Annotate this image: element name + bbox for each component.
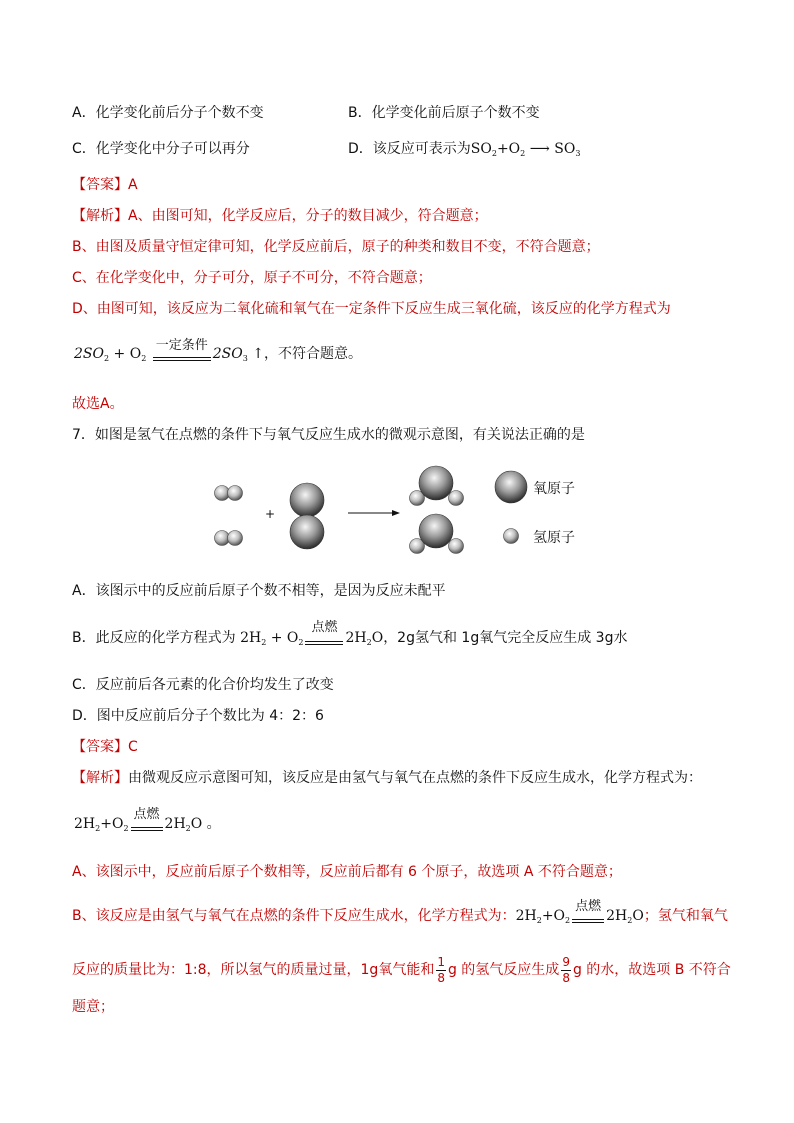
q7-analysis-tag: 【解析】 [72,770,128,786]
q7-option-d: D．图中反应前后分子个数比为 4：2：6 [72,708,324,724]
q6-equation-tail: ，不符合题意。 [264,346,362,362]
q7-frac-9-8 [561,955,571,986]
q7-analysis-b2-b: g 的氢气反应生成 [447,962,560,978]
q7-analysis-b2 [72,952,731,988]
q6-option-d-formula: $SO_2+O_2$ ⟶ $SO_3$ [470,141,581,158]
q7-option-b-left: $2H_2 + O_2$ [240,630,304,647]
q7-option-b-right: $2H_2O$ [345,630,384,647]
q7-analysis-b1 [72,899,728,931]
q7-eq-left: $2H_2+O_2$ [74,816,129,833]
q6-analysis-b: B、由图及质量守恒定律可知，化学反应前后，原子的种类和数目不变，不符合题意； [72,239,600,255]
q7-option-b-suffix: ，2g氢气和 1g氧气完全反应生成 3g水 [383,630,628,646]
q7-analysis-b1-arrow [570,899,606,931]
q6-equation-arrow [151,338,213,369]
q7-analysis-b3: 题意； [72,999,114,1015]
q7-option-b-arrow [303,620,345,653]
reaction-diagram [200,462,600,562]
legend-hydrogen-label: 氢原子 [533,530,575,546]
q7-answer-tag: 【答案】 [72,739,128,755]
q7-diagram [200,462,600,562]
q7-option-b-condition: 点燃 [311,620,338,635]
q7-option-b [72,620,628,653]
q7-analysis-b1-left: $2H_2+O_2$ [515,908,571,925]
q6-equation [74,338,362,369]
q7-analysis-intro [72,768,702,788]
q6-analysis-a [72,206,488,226]
frac2-den: 8 [562,970,570,985]
q7-answer-value: C [128,739,138,755]
hydrogen-molecule-2 [215,531,243,546]
q6-option-a: A．化学变化前后分子个数不变 [72,105,264,121]
water-molecule-2 [410,514,464,554]
q7-option-a: A．该图示中的反应前后原子个数不相等，是因为反应未配平 [72,583,446,599]
q7-analysis-equation [74,807,221,839]
q7-answer [72,737,138,757]
legend-oxygen-label: 氧原子 [533,481,575,497]
q7-analysis-b2-c: g 的水，故选项 B 不符合 [572,962,731,978]
q6-equation-right: $2SO_3$ ↑ [212,346,264,363]
q6-analysis-d: D、由图可知，该反应为二氧化硫和氧气在一定条件下反应生成三氧化硫，该反应的化学方程式为 [72,301,671,317]
q6-option-d-text: D．该反应可表示为 [348,141,471,157]
q7-option-c: C．反应前后各元素的化合价均发生了改变 [72,677,334,693]
hydrogen-molecule-1 [215,486,243,501]
frac1-den: 8 [437,970,445,985]
q6-equation-condition: 一定条件 [155,338,208,353]
q7-frac-1-8 [436,955,446,986]
q7-eq-arrow [129,807,165,839]
q6-option-d [348,139,580,164]
q7-eq-right: $2H_2O$ 。 [164,816,221,833]
q6-equation-left: $2SO_2 + O_2$ [74,346,147,363]
q6-analysis-line: A、由图可知，化学反应后，分子的数目减少，符合题意； [128,208,488,224]
oxygen-molecule [290,483,324,549]
legend-oxygen-atom [495,471,527,503]
q7-stem: 7．如图是氢气在点燃的条件下与氧气反应生成水的微观示意图，有关说法正确的是 [72,427,585,443]
q7-analysis-b1-text: B、该反应是由氢气与氧气在点燃的条件下反应生成水，化学方程式为： [72,908,516,924]
q6-conclusion: 故选A。 [72,396,124,412]
reaction-arrow-icon [348,510,400,516]
q7-option-b-prefix: B．此反应的化学方程式为 [72,630,236,646]
legend-hydrogen-atom [504,529,519,544]
q7-analysis-b2-a: 反应的质量比为：1:8，所以氢气的质量过量，1g氧气能和 [72,962,435,978]
q6-analysis-tag: 【解析】 [72,208,128,224]
q6-option-c: C．化学变化中分子可以再分 [72,141,250,157]
q7-analysis-b1-right: $2H_2O$ [606,908,644,925]
q6-answer [72,175,138,195]
q7-analysis-intro-text: 由微观反应示意图可知，该反应是由氢气与氧气在点燃的条件下反应生成水，化学方程式为： [128,770,702,786]
q7-eq-condition: 点燃 [133,807,160,822]
water-molecule-1 [410,466,464,506]
q7-analysis-b1-condition: 点燃 [575,899,602,914]
q6-answer-value: A [128,177,138,193]
frac2-num: 9 [562,954,570,969]
q6-analysis-c: C、在化学变化中，分子可分，原子不可分，不符合题意； [72,270,432,286]
diagram-plus: + [265,507,276,521]
q7-analysis-a: A、该图示中，反应前后原子个数相等，反应前后都有 6 个原子，故选项 A 不符合题意； [72,864,622,880]
q7-analysis-b1-tail: ；氢气和氧气 [643,908,728,924]
q6-option-b: B．化学变化前后原子个数不变 [348,105,540,121]
q6-answer-tag: 【答案】 [72,177,128,193]
frac1-num: 1 [437,954,445,969]
